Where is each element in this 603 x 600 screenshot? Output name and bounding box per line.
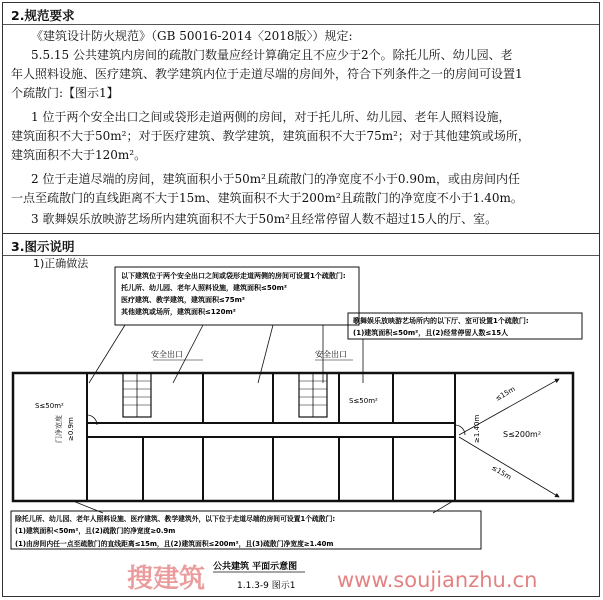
note-bottom-item-2: (1)由房间内任一点至疏散门的直线距离≤15m，且(2)建筑面积≤200m²，且(3)疏散门净宽度≥1.40m [15, 540, 334, 548]
item-1-line-3: 建筑面积不大于120m²。 [11, 148, 147, 162]
left-room-area: S≤50m² [35, 402, 64, 410]
item-1-line-2: 建筑面积不大于50m²；对于医疗建筑、教学建筑，建筑面积不大于75m²；对于其他建筑或场所， [11, 129, 530, 143]
note-bottom-item-1: (1)建筑面积<50m²，且(2)疏散门的净宽度≥0.9m [15, 527, 176, 535]
section-2-heading: 2.规范要求 [11, 8, 75, 23]
watermark-cn: 搜建筑 [127, 564, 206, 594]
clause-line-2: 年人照料设施、医疗建筑、教学建筑内位于走道尽端的房间外，符合下列条件之一的房间可设置1 [11, 67, 523, 81]
page-frame [2, 2, 600, 597]
figure-caption-number: 1.1.3-9 图示1 [237, 581, 296, 591]
right-room-dist-top: ≤15m [494, 385, 517, 403]
right-room-width: ≥1.40m [473, 414, 481, 443]
note-bottom [11, 501, 481, 549]
section-3-header [3, 234, 599, 256]
item-2-line-1: 2 位于走道尽端的房间，建筑面积小于50m²且疏散门的净宽度不小于0.90m，或由房间内任 [31, 172, 521, 186]
watermark-url: www.soujianzhu.cn [337, 568, 538, 592]
right-room-area: S≤200m² [503, 430, 542, 439]
right-room-dimensions [459, 379, 559, 497]
note-top-title: 以下建筑位于两个安全出口之间或袋形走道两侧的房间可设置1个疏散门: [121, 272, 346, 280]
note-top-item-2: 医疗建筑、教学建筑，建筑面积≤75m² [121, 296, 245, 304]
clause-line-3: 个疏散门:【图示1】 [11, 86, 119, 100]
item-1-line-1: 1 位于两个安全出口之间或袋形走道两侧的房间，对于托儿所、幼儿园、老年人照料设施， [31, 110, 511, 124]
section-3-heading: 3.图示说明 [11, 239, 75, 254]
note-top [89, 267, 359, 383]
note-top-item-1: 托儿所、幼儿园、老年人照料设施，建筑面积≤50m² [121, 284, 287, 292]
figure-caption-title: 公共建筑 平面示意图 [213, 562, 298, 572]
section-2-header [3, 3, 599, 25]
building-plan [13, 373, 573, 501]
mid-room-area: S≤50m² [349, 397, 378, 405]
clause-line-1: 5.5.15 公共建筑内房间的疏散门数量应经计算确定且不应少于2个。除托儿所、幼儿园、老 [31, 48, 513, 62]
left-room-width-label: 门净宽度 [55, 415, 63, 443]
section-3-subheading: 1)正确做法 [33, 257, 89, 270]
note-right-title: 歌舞娱乐放映游艺场所内的以下厅、室可设置1个疏散门: [353, 317, 529, 325]
item-2-line-2: 一点至疏散门的直线距离不大于15m、建筑面积不大于200m²且疏散门的净宽度不小于1.40m。 [11, 191, 523, 205]
floor-plan-figure [3, 265, 601, 595]
left-room-width-value: ≥0.9m [67, 417, 75, 441]
right-room-dist-bottom: ≤15m [490, 463, 513, 482]
item-3-line-1: 3 歌舞娱乐放映游艺场所内建筑面积不大于50m²且经常停留人数不超过15人的厅、室。 [31, 212, 498, 226]
exit-label-right: 安全出口 [315, 350, 347, 359]
note-top-item-3: 其他建筑或场所，建筑面积≤120m² [121, 308, 236, 316]
exit-label-left: 安全出口 [151, 350, 183, 359]
intro-line: 《建筑设计防火规范》（GB 50016-2014〈2018版〉）规定: [31, 29, 353, 43]
note-bottom-title: 除托儿所、幼儿园、老年人照料设施、医疗建筑、教学建筑外，以下位于走道尽端的房间可设置1个疏散门: [15, 515, 336, 523]
note-right-item-1: (1)建筑面积≤50m²，且(2)经常停留人数≤15人 [353, 329, 509, 337]
